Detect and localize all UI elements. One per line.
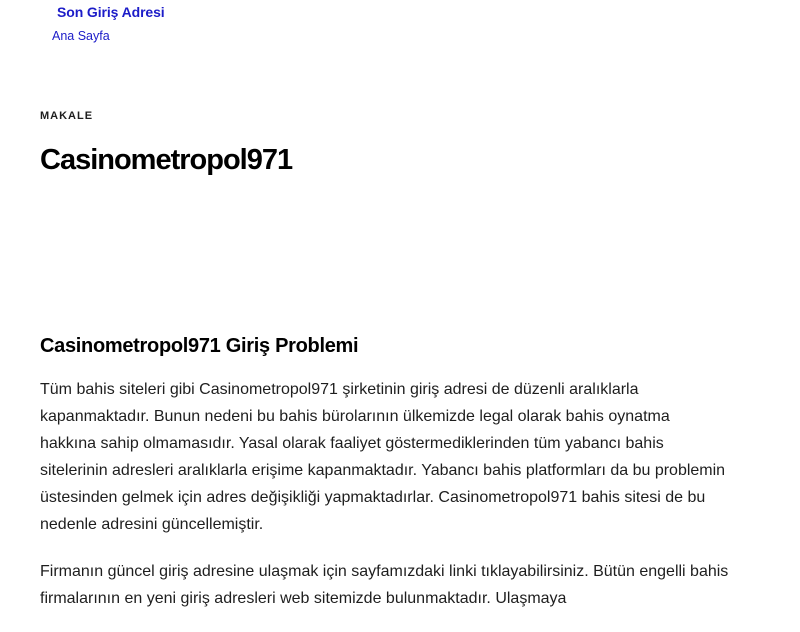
category-label[interactable]: MAKALE [40,110,94,122]
page-title: Casinometropol971 [40,144,293,176]
section-heading: Casinometropol971 Giriş Problemi [40,335,359,357]
paragraph: Tüm bahis siteleri gibi Casinometropol971 şirketinin giriş adresi de düzenli aralıklarla kapanmaktadır. Bunun nedeni bu bahis bürolarının ülkemizde legal olarak bahis oynatma hakkına sahip olmamasıdır. Yasal olarak faaliyet göstermediklerinden tüm yabancı bahis sitelerinin adresleri aralıklarla erişime kapanmaktadır. Yabancı bahis platformları da bu problemin üstesinden gelmek için adres değişikliği yapmaktadırlar. Casinometropol971 bahis sitesi de bu nedenle adresini güncellemiştir. [40,381,726,533]
article-content [40,330,730,632]
site-title-link[interactable]: Son Giriş Adresi [57,4,165,20]
paragraph: Firmanın güncel giriş adresine ulaşmak için sayfamızdaki linki tıklayabilirsiniz. Bütün engelli bahis firmalarının en yeni giriş adresleri web sitemizde bulunmaktadır. Ulaşmaya [40,563,729,607]
nav-item-ana-sayfa[interactable]: Ana Sayfa [52,29,110,43]
site-header [0,0,800,60]
